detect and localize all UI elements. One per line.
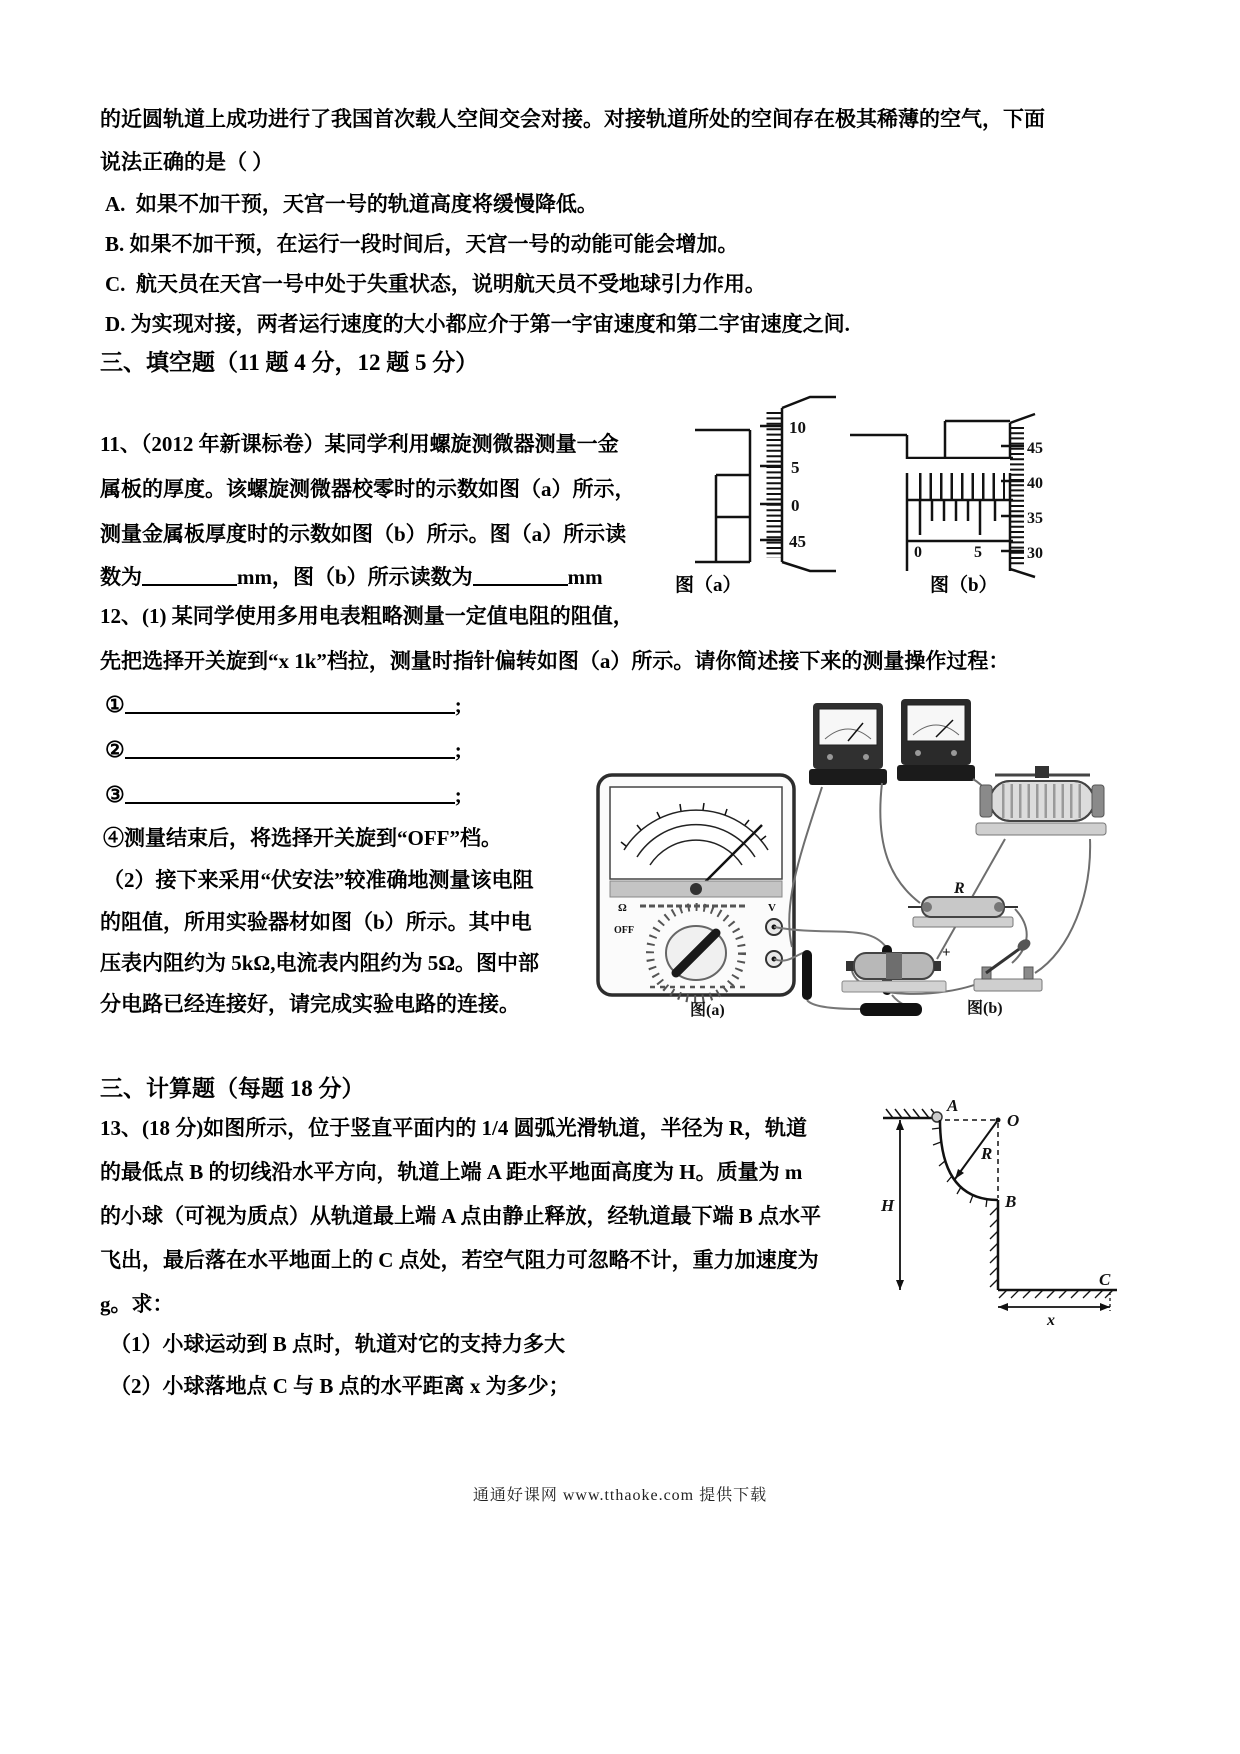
multimeter-circuit-figure bbox=[530, 695, 1110, 1040]
q13-sub1: （1）小球运动到 B 点时，轨道对它的支持力多大 bbox=[110, 1332, 566, 1356]
option-text: 如果不加干预，在运行一段时间后，天宫一号的动能可能会增加。 bbox=[129, 232, 739, 256]
q13-line1: 13、(18 分)如图所示，位于竖直平面内的 1/4 圆弧光滑轨道，半径为 R，轨道 bbox=[100, 1116, 807, 1140]
label-a: A bbox=[947, 1096, 959, 1115]
answer-blank bbox=[125, 698, 455, 714]
q13-line2: 的最低点 B 的切线沿水平方向，轨道上端 A 距水平地面高度为 H。质量为 m bbox=[100, 1160, 803, 1184]
thimble-label: 5 bbox=[791, 458, 800, 477]
q12-p2-line3: 压表内阻约为 5kΩ,电流表内阻约为 5Ω。图中部 bbox=[100, 951, 540, 975]
q10-line2: 说法正确的是（ ） bbox=[100, 150, 274, 174]
q11-line3: 测量金属板厚度时的示数如图（b）所示。图（a）所示读 bbox=[100, 522, 627, 546]
q12-blank-1 bbox=[105, 692, 462, 718]
switch bbox=[974, 937, 1042, 991]
q11-line4-mid: mm，图（b）所示读数为 bbox=[237, 565, 473, 589]
measured-resistor bbox=[860, 1003, 922, 1016]
q12-p2-line2: 的阻值，所用实验器材如图（b）所示。其中电 bbox=[100, 910, 532, 934]
label-b: B bbox=[1005, 1192, 1017, 1211]
battery bbox=[842, 945, 951, 992]
blank-suffix: ; bbox=[454, 738, 462, 762]
battery-plus-label: + bbox=[942, 945, 951, 961]
option-label: A. bbox=[105, 192, 126, 216]
q13-diagram bbox=[855, 1095, 1125, 1330]
micrometer-b-figure bbox=[845, 373, 1043, 573]
off-label: OFF bbox=[614, 925, 634, 936]
thimble-label: 10 bbox=[789, 418, 806, 437]
label-c: C bbox=[1099, 1270, 1111, 1289]
label-h: H bbox=[881, 1196, 895, 1215]
radius-arrowhead bbox=[955, 1169, 964, 1179]
blank-number: ① bbox=[105, 692, 125, 717]
scale-mask bbox=[905, 459, 1013, 473]
label-r: R bbox=[981, 1144, 993, 1163]
option-text: 为实现对接，两者运行速度的大小都应介于第一宇宙速度和第二宇宙速度之间. bbox=[130, 312, 850, 336]
q13-line3: 的小球（可视为质点）从轨道最上端 A 点由静止释放，经轨道最下端 B 点水平 bbox=[100, 1204, 822, 1228]
rheostat bbox=[976, 766, 1106, 835]
answer-blank bbox=[142, 570, 237, 586]
h-arrow-bottom bbox=[896, 1280, 904, 1290]
q11-line1: 11、（2012 年新课标卷）某同学利用螺旋测微器测量一金 bbox=[100, 432, 619, 456]
omega-symbol: Ω bbox=[618, 902, 627, 914]
label-o: O bbox=[1007, 1111, 1020, 1130]
option-label: D. bbox=[105, 312, 126, 336]
option-label: C. bbox=[105, 272, 126, 296]
q11-line4-end: mm bbox=[567, 565, 603, 589]
ceiling-hatch bbox=[886, 1109, 938, 1118]
main-scale-label: 5 bbox=[974, 544, 982, 561]
voltmeter bbox=[809, 703, 887, 785]
option-text: 如果不加干预，天宫一号的轨道高度将缓慢降低。 bbox=[135, 192, 598, 216]
q10-option-a bbox=[105, 188, 598, 218]
needle-pivot bbox=[690, 883, 702, 895]
option-label: B. bbox=[105, 232, 125, 256]
thimble-label: 0 bbox=[791, 496, 800, 515]
q11-line2: 属板的厚度。该螺旋测微器校零时的示数如图（a）所示， bbox=[100, 477, 636, 501]
q12-line2: 先把选择开关旋到“x 1k”档拉，测量时指针偏转如图（a）所示。请你简述接下来的测量操作过程： bbox=[100, 649, 1010, 673]
thimble-label: 30 bbox=[1027, 545, 1043, 562]
q10-line1: 的近圆轨道上成功进行了我国首次载人空间交会对接。对接轨道所处的空间存在极其稀薄的空气，下面 bbox=[100, 107, 1045, 131]
label-x: x bbox=[1047, 1312, 1055, 1329]
answer-blank bbox=[473, 570, 568, 586]
volt-symbol: V bbox=[768, 902, 776, 914]
micrometer-a-figure bbox=[650, 378, 840, 573]
thimble-label: 35 bbox=[1027, 510, 1043, 527]
q13-sub2: （2）小球落地点 C 与 B 点的水平距离 x 为多少； bbox=[110, 1374, 570, 1398]
photo-fig-b-caption: 图(b) bbox=[967, 1000, 1003, 1017]
q12-p2-line1: （2）接下来采用“伏安法”较准确地测量该电阻 bbox=[103, 868, 534, 892]
photo-fig-a-caption: 图(a) bbox=[690, 1002, 725, 1019]
option-text: 航天员在天宫一号中处于失重状态，说明航天员不受地球引力作用。 bbox=[135, 272, 766, 296]
q10-option-d bbox=[105, 308, 850, 338]
thimble-label: 45 bbox=[789, 532, 806, 551]
thimble-label: 40 bbox=[1027, 475, 1043, 492]
answer-blank bbox=[125, 788, 455, 804]
fig-b-caption: 图（b） bbox=[930, 575, 998, 596]
main-scale-label: 0 bbox=[914, 544, 922, 561]
q12-blank-3 bbox=[105, 782, 462, 808]
resistor-r bbox=[908, 880, 1018, 927]
q12-p2-line4: 分电路已经连接好，请完成实验电路的连接。 bbox=[100, 992, 520, 1016]
section-fill-title: 三、填空题（11 题 4 分，12 题 5 分） bbox=[100, 350, 479, 375]
x-arrow-right bbox=[1100, 1303, 1110, 1311]
fig-a-caption: 图（a） bbox=[675, 575, 742, 596]
blank-number: ② bbox=[105, 737, 125, 762]
q12-blank-2 bbox=[105, 737, 462, 763]
q11-line4-pre: 数为 bbox=[100, 565, 142, 589]
q10-option-c bbox=[105, 268, 766, 298]
site-footer: 通通好课网 www.tthaoke.com 提供下载 bbox=[472, 1487, 768, 1504]
probe bbox=[802, 950, 812, 1000]
multimeter-scale-window bbox=[610, 787, 782, 879]
blank-suffix: ; bbox=[454, 693, 462, 717]
q13-line4: 飞出，最后落在水平地面上的 C 点处，若空气阻力可忽略不计，重力加速度为 bbox=[100, 1248, 819, 1272]
q13-line5: g。求： bbox=[100, 1292, 174, 1316]
answer-blank bbox=[125, 743, 455, 759]
x-arrow-left bbox=[998, 1303, 1008, 1311]
resistor-label: R bbox=[954, 880, 965, 897]
q10-option-b bbox=[105, 228, 739, 258]
q12-line1: 12、(1) 某同学使用多用电表粗略测量一定值电阻的阻值， bbox=[100, 604, 634, 628]
blank-suffix: ; bbox=[454, 783, 462, 807]
q12-step4: ④测量结束后，将选择开关旋到“OFF”档。 bbox=[103, 826, 502, 850]
ammeter bbox=[897, 699, 975, 781]
section-calc-title: 三、计算题（每题 18 分） bbox=[100, 1076, 365, 1101]
thimble-label: 45 bbox=[1027, 440, 1043, 457]
h-arrow-top bbox=[896, 1120, 904, 1130]
q11-line4 bbox=[100, 561, 603, 591]
blank-number: ③ bbox=[105, 782, 125, 807]
